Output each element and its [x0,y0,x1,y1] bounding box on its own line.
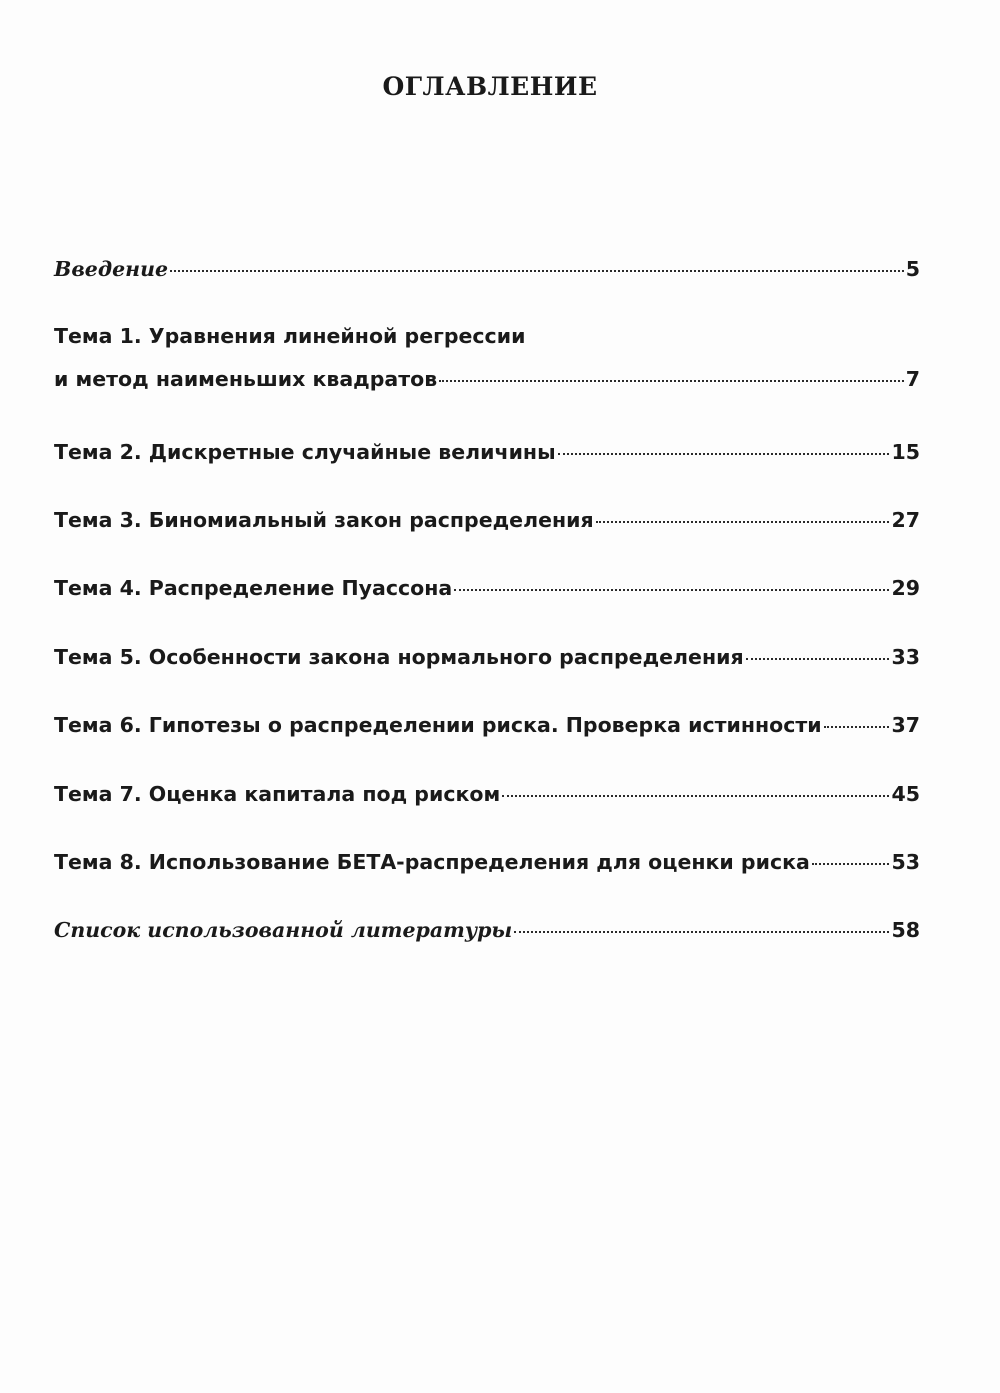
dot-leader [439,360,904,382]
dot-leader [514,911,889,933]
dot-leader [824,706,890,728]
toc-page-number: 37 [891,713,920,737]
toc-entry-label-continued: и метод наименьших квадратов [54,367,438,391]
toc-entry-label: Тема 6. Гипотезы о распределении риска. Проверка истинности [54,713,822,737]
toc-entry-label: Тема 5. Особенности закона нормального распределения [54,645,744,669]
toc-entry-topic-8[interactable] [54,847,920,876]
dot-leader [170,250,904,272]
dot-leader [558,433,890,455]
dot-leader [812,843,890,865]
dot-leader [502,775,889,797]
toc-entry-label: Введение [54,257,169,281]
toc-entry-topic-6[interactable] [54,710,920,739]
toc-entry-references[interactable] [54,915,920,944]
page-title: ОГЛАВЛЕНИЕ [382,72,598,101]
dot-leader [454,569,889,591]
toc-entry-topic-3[interactable] [54,505,920,534]
toc-entry-label: Тема 7. Оценка капитала под риском [54,782,501,806]
toc-entry-label: Тема 4. Распределение Пуассона [54,576,453,600]
dot-leader [596,501,890,523]
toc-entry-topic-4[interactable] [54,573,920,602]
toc-page-number: 58 [891,918,920,942]
toc-page-number: 29 [891,576,920,600]
toc-page-number: 45 [891,782,920,806]
toc-entry-label: Тема 1. Уравнения линейной регрессии [54,324,526,348]
toc-page-number: 15 [891,440,920,464]
toc-entry-topic-1[interactable] [54,322,920,393]
dot-leader [746,638,890,660]
toc-entry-introduction[interactable] [54,254,920,283]
toc-entry-topic-7[interactable] [54,779,920,808]
toc-page-number: 7 [905,367,920,391]
toc-entry-label: Тема 3. Биномиальный закон распределения [54,508,594,532]
toc-entry-label: Список использованной литературы [54,918,513,942]
toc-entry-label: Тема 2. Дискретные случайные величины [54,440,556,464]
toc-entry-label: Тема 8. Использование БЕТА-распределения для оценки риска [54,850,810,874]
toc-page-number: 33 [891,645,920,669]
toc-entry-topic-5[interactable] [54,642,920,671]
toc-page-number: 53 [891,850,920,874]
toc-page-number: 5 [905,257,920,281]
toc-page-number: 27 [891,508,920,532]
toc-entry-topic-2[interactable] [54,437,920,466]
